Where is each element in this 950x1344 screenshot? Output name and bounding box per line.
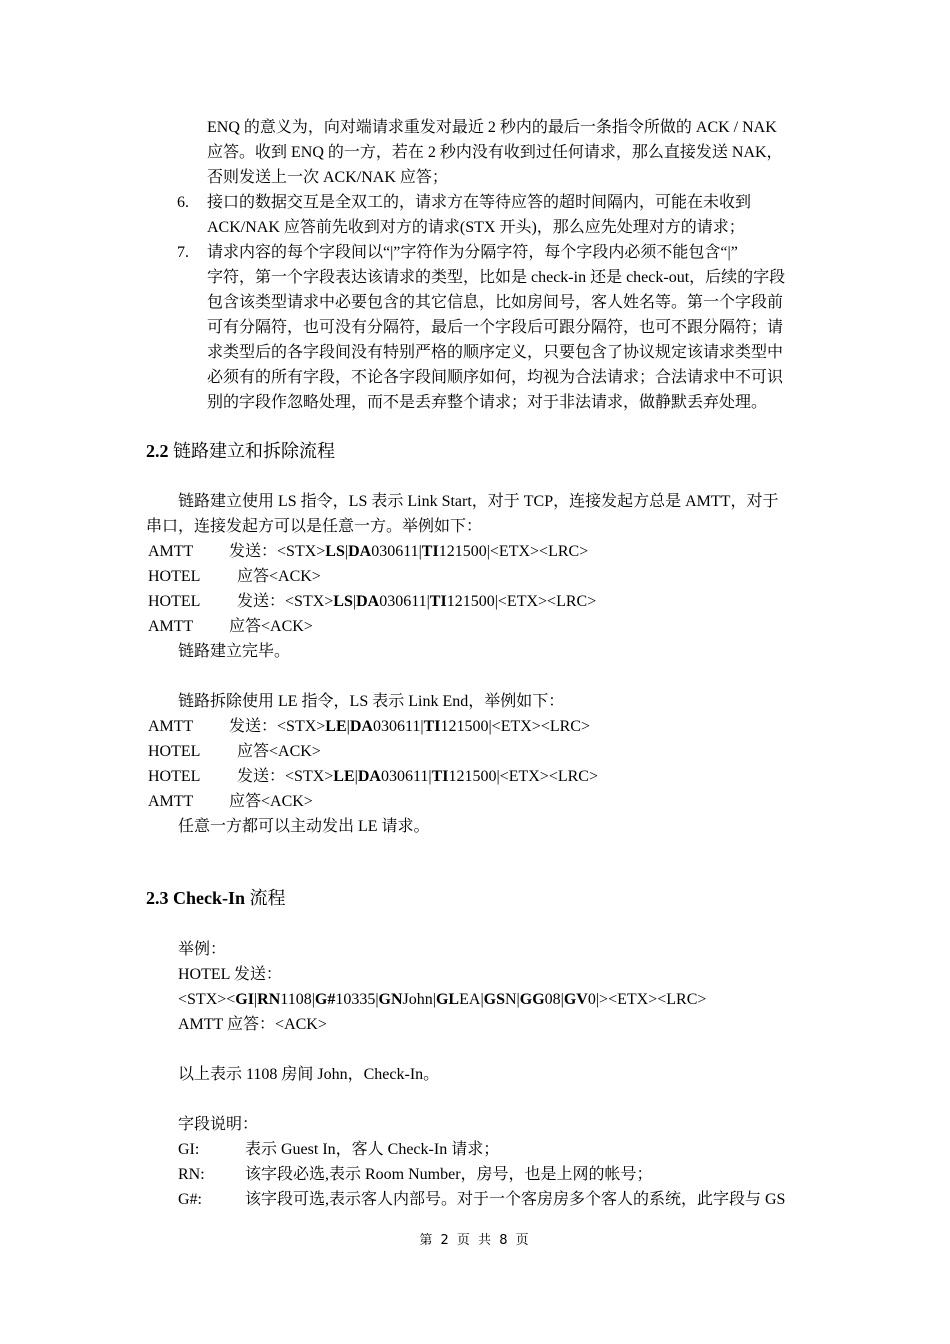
list-item-7-line-6: 必须有的所有字段，不论各字段间顺序如何，均视为合法请求；合法请求中不可识 — [207, 369, 784, 386]
ls-row-4-message: 应答<ACK> — [229, 618, 313, 635]
ls-row-1-who: AMTT — [148, 543, 194, 560]
le-row-4-message: 应答<ACK> — [229, 793, 313, 810]
le-row-2-message: 应答<ACK> — [237, 743, 321, 760]
list-item-7-number: 7. — [177, 244, 189, 261]
ls-row-3-who: HOTEL — [148, 593, 201, 610]
list-item-6-line-1: 接口的数据交互是全双工的，请求方在等待应答的超时间隔内，可能在未收到 — [207, 194, 752, 211]
list-item-7-line-7: 别的字段作忽略处理，而不是丢弃整个请求；对于非法请求，做静默丢弃处理。 — [207, 394, 768, 411]
amtt-reply: AMTT 应答：<ACK> — [178, 1016, 327, 1033]
list-continuation-line-2: 应答。收到 ENQ 的一方，若在 2 秒内没有收到过任何请求，那么直接发送 NAK， — [207, 144, 783, 161]
fields-title: 字段说明： — [178, 1116, 259, 1133]
field-gi-desc: 表示 Guest In，客人 Check-In 请求； — [245, 1141, 500, 1158]
ls-row-2-message: 应答<ACK> — [237, 568, 321, 585]
section-2-3-title: 流程 — [249, 888, 286, 908]
list-item-6-line-2: ACK/NAK 应答前先收到对方的请求(STX 开头)，那么应先处理对方的请求； — [207, 219, 745, 236]
field-rn-key: RN: — [178, 1166, 205, 1183]
ls-row-1-message: 发送：<STX>LS|DA030611|TI121500|<ETX><LRC> — [229, 543, 589, 560]
section-2-2-paragraph-2: 链路拆除使用 LE 指令，LS 表示 Link End，举例如下： — [178, 693, 565, 710]
section-2-3-heading — [146, 887, 286, 909]
field-gi-key: GI: — [178, 1141, 200, 1158]
list-item-7-line-2: 字符，第一个字段表达该请求的类型，比如是 check-in 还是 check-out，后续的字段 — [207, 269, 786, 286]
section-2-2-paragraph-1a: 链路建立使用 LS 指令，LS 表示 Link Start，对于 TCP，连接发起方总是 AMTT，对于 — [178, 493, 779, 510]
list-item-7-line-1: 请求内容的每个字段间以“|”字符作为分隔字符，每个字段内必须不能包含“|” — [207, 244, 738, 261]
le-row-4-who: AMTT — [148, 793, 194, 810]
ls-row-3-message: 发送：<STX>LS|DA030611|TI121500|<ETX><LRC> — [237, 593, 597, 610]
ls-complete-note: 链路建立完毕。 — [178, 643, 291, 660]
ls-row-4-who: AMTT — [148, 618, 194, 635]
field-rn-desc: 该字段必选,表示 Room Number，房号，也是上网的帐号； — [245, 1166, 653, 1183]
le-row-2-who: HOTEL — [148, 743, 201, 760]
checkin-summary: 以上表示 1108 房间 John，Check-In。 — [178, 1066, 440, 1083]
section-2-3-number: 2.3 Check-In — [146, 888, 246, 908]
le-row-1-message: 发送：<STX>LE|DA030611|TI121500|<ETX><LRC> — [229, 718, 590, 735]
checkin-message: <STX><GI|RN1108|G#10335|GNJohn|GLEA|GSN|GG08|GV0|><ETX><LRC> — [178, 991, 707, 1008]
list-item-7-line-4: 可有分隔符，也可没有分隔符，最后一个字段后可跟分隔符，也可不跟分隔符；请 — [207, 319, 784, 336]
ls-row-2-who: HOTEL — [148, 568, 201, 585]
list-item-6-number: 6. — [177, 194, 189, 211]
le-row-1-who: AMTT — [148, 718, 194, 735]
example-label: 举例： — [178, 941, 227, 958]
list-continuation-line-3: 否则发送上一次 ACK/NAK 应答； — [207, 169, 448, 186]
section-2-2-number: 2.2 — [146, 441, 169, 461]
le-row-3-message: 发送：<STX>LE|DA030611|TI121500|<ETX><LRC> — [237, 768, 598, 785]
field-gnum-key: G#: — [178, 1191, 202, 1208]
le-row-3-who: HOTEL — [148, 768, 201, 785]
hotel-send-label: HOTEL 发送： — [178, 966, 282, 983]
list-item-7-line-5: 求类型后的各字段间没有特别严格的顺序定义，只要包含了协议规定该请求类型中 — [207, 344, 784, 361]
section-2-2-title: 链路建立和拆除流程 — [173, 441, 335, 461]
list-item-7-line-3: 包含该类型请求中必要包含的其它信息，比如房间号，客人姓名等。第一个字段前 — [207, 294, 784, 311]
le-note: 任意一方都可以主动发出 LE 请求。 — [178, 818, 430, 835]
field-gnum-desc: 该字段可选,表示客人内部号。对于一个客房房多个客人的系统，此字段与 GS — [245, 1191, 786, 1208]
section-2-2-paragraph-1b: 串口，连接发起方可以是任意一方。举例如下： — [146, 518, 483, 535]
section-2-2-heading — [146, 440, 335, 462]
list-continuation-line-1: ENQ 的意义为，向对端请求重发对最近 2 秒内的最后一条指令所做的 ACK / NAK — [207, 119, 777, 136]
page-footer: 第 2 页 共 8 页 — [419, 1233, 531, 1248]
